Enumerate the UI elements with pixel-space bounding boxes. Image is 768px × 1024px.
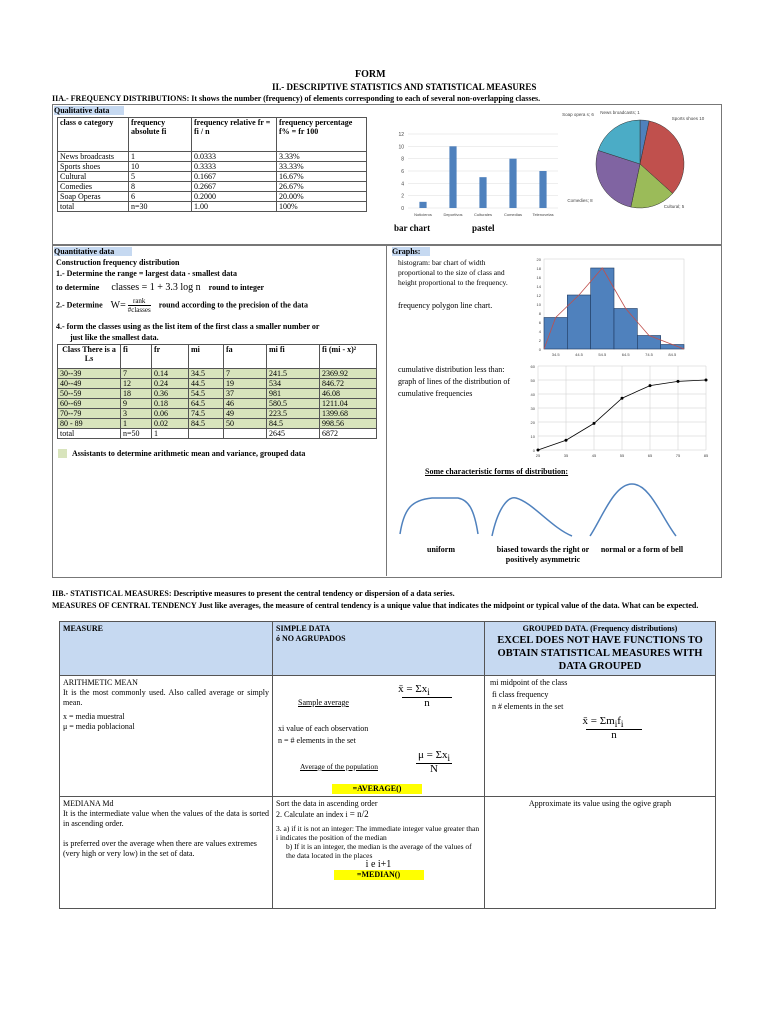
n-desc: n = # elements in the set (278, 736, 356, 745)
step2-post: round according to the precision of the data (158, 300, 308, 310)
table-row: 40--49 12 0.24 44.5 19 534 846.72 (58, 379, 377, 389)
table-row (60, 676, 716, 797)
table-row (60, 797, 716, 909)
x-tick-label: 74.5 (645, 352, 653, 357)
y-tick-label: 8 (401, 156, 404, 163)
grouped-mi: mi midpoint of the class (490, 678, 568, 687)
bar (479, 177, 486, 208)
x-tick-label: Culturales (473, 212, 493, 217)
histogram-text: histogram: bar chart of width proportional to the size of class and height proportional to the frequency. (398, 258, 508, 287)
pie-label: Cultural; 5 (663, 204, 685, 209)
bell-curve (590, 484, 676, 536)
pie-chart-label: pastel (472, 223, 495, 233)
histogram-chart (530, 255, 715, 360)
mean-simple-cell (273, 676, 485, 797)
x-tick-label: 45 (591, 453, 597, 458)
x-tick-label: Telenovelas (532, 212, 554, 217)
median-step2: 2. Calculate an index i = n/2 (276, 809, 369, 819)
y-tick-label: 18 (536, 266, 541, 271)
excel-median: =MEDIAN() (334, 870, 424, 880)
y-tick-label: 14 (536, 284, 541, 289)
quantitative-table (57, 344, 377, 439)
step2-pre: 2.- Determine (56, 300, 103, 310)
y-tick-label: 4 (538, 329, 541, 334)
table-row: 30--39 7 0.14 34.5 7 241.5 2369.92 (58, 369, 377, 379)
y-tick-label: 16 (536, 275, 541, 280)
ogive-point (593, 422, 596, 425)
mean-grouped-cell (485, 676, 716, 797)
histogram-bar (614, 309, 637, 350)
assist-note: Assistants to determine arithmetic mean and variance, grouped data (72, 449, 306, 458)
step4: 4.- form the classes using as the list item of the first class a smaller number or (56, 322, 320, 331)
assist-marker (58, 449, 67, 458)
ogive-point (565, 439, 568, 442)
construction-title: Construction frequency distribution (56, 258, 180, 267)
y-tick-label: 60 (530, 364, 535, 369)
middle-divider (386, 244, 387, 576)
median-desc: It is the intermediate value when the values of the data is sorted in ascending order. (63, 809, 269, 828)
measures-heading (52, 589, 764, 598)
sample-formula: x̄ = $\Sigma x_i$ n (376, 684, 452, 708)
section-title: II.- DESCRIPTIVE STATISTICS AND STATISTICAL MEASURES (272, 82, 537, 92)
ogive-point (677, 380, 680, 383)
table-row: total n=30 1.00 100% (58, 202, 367, 212)
skewed-curve (492, 498, 572, 536)
y-tick-label: 12 (536, 293, 541, 298)
y-tick-label: 40 (530, 392, 535, 397)
col-class: Class There is a Ls (58, 345, 121, 369)
pie-label: Comedies; 8 (567, 198, 593, 203)
col-mi: mi (189, 345, 224, 369)
freq-desc: It shows the number (frequency) of elements corresponding to each of several non-overlapping classes. (191, 94, 541, 103)
table-row: News broadcasts 1 0.0333 3.33% (58, 152, 367, 162)
form-title: FORM (355, 69, 386, 80)
col-fi: fi (121, 345, 152, 369)
bar (419, 202, 426, 208)
col-fr: fr (152, 345, 189, 369)
form-uniform: uniform (427, 545, 455, 554)
x-tick-label: 84.5 (668, 352, 677, 357)
mean-title: ARITHMETIC MEAN (63, 678, 138, 687)
median-step3a: 3. a) if it is not an integer: The immediate integer value greater than i indicates the position of the median (276, 824, 480, 842)
pie-label: Soap opera s; 6 (562, 112, 594, 117)
pie-label: News broadcasts; 1 (600, 110, 640, 115)
qualitative-table (57, 117, 367, 212)
sample-average: Sample average (298, 698, 349, 707)
y-tick-label: 30 (530, 406, 535, 411)
x-tick-label: 65 (647, 453, 653, 458)
median-places: i e i+1 (365, 859, 392, 870)
y-tick-label: 50 (530, 378, 535, 383)
step1b-pre: to determine (56, 283, 100, 292)
median-cell (60, 797, 273, 909)
classes-formula: classes = 1 + 3.3 log n (111, 282, 201, 293)
table-row: Cultural 5 0.1667 16.67% (58, 172, 367, 182)
category-bar-chart (390, 128, 560, 220)
x-tick-label: 85 (703, 453, 709, 458)
x-tick-label: 75 (675, 453, 681, 458)
x-tick-label: 54.5 (598, 352, 607, 357)
grouped-fi: fi class frequency (492, 690, 549, 699)
central-tendency: MEASURES OF CENTRAL TENDENCY Just like averages, the measure of central tendency is a unique value that indicates the midpoint or typical value of the data. What can be expected. (52, 601, 699, 610)
y-tick-label: 10 (536, 302, 541, 307)
col-var: fi (mi - x)² (320, 345, 377, 369)
grouped-n: n # elements in the set (492, 702, 564, 711)
population-average: Average of the population (300, 762, 378, 771)
y-tick-label: 10 (530, 434, 535, 439)
histogram-bar (661, 345, 684, 350)
bar-chart-label: bar chart (394, 223, 431, 233)
step4b: just like the smallest data. (70, 333, 159, 342)
median-desc2: is preferred over the average when there are values extremes (very high or very low) in the set of data. (63, 839, 257, 858)
col-fa: fa (224, 345, 267, 369)
histogram-bar (591, 268, 614, 349)
y-tick-label: 2 (538, 338, 541, 343)
x-tick-label: 44.5 (575, 352, 583, 357)
table-row: 50--59 18 0.36 54.5 37 981 46.08 (58, 389, 377, 399)
mean-mu: μ = media poblacional (63, 722, 135, 731)
mean-desc: It is the most commonly used. Also called average or simply mean. (63, 688, 269, 707)
table-row: 70--79 3 0.06 74.5 49 223.5 1399.68 (58, 409, 377, 419)
col-abs: frequency absolute fi (129, 118, 192, 152)
graphs-label: Graphs: (392, 247, 430, 256)
col-pct: frequency percentage f% = fr 100 (277, 118, 367, 152)
form-skewed: biased towards the right or positively asymmetric (496, 545, 590, 564)
x-tick-label: Comedias (503, 212, 523, 217)
x-tick-label: 25 (535, 453, 541, 458)
ogive-point (621, 397, 624, 400)
median-step1: Sort the data in ascending order (276, 799, 378, 808)
bar (509, 159, 516, 208)
y-tick-label: 0 (532, 448, 535, 453)
x-tick-label: 55 (619, 453, 625, 458)
median-grouped-cell (485, 797, 716, 909)
table-row: Soap Operas 6 0.2000 20.00% (58, 192, 367, 202)
grouped-formula: x̄ = $\Sigma m_if_i$ n (564, 716, 642, 740)
y-tick-label: 20 (536, 257, 541, 262)
y-tick-label: 10 (398, 144, 404, 151)
measures-desc: Descriptive measures to present the central tendency or dispersion of a data series. (173, 589, 455, 598)
qualitative-label: Qualitative data (54, 106, 124, 115)
median-title: MEDIANA Md (63, 799, 114, 808)
xi-desc: xi value of each observation (278, 724, 369, 733)
excel-average: =AVERAGE() (332, 784, 422, 794)
median-grouped: Approximate its value using the ogive graph (528, 799, 672, 808)
y-tick-label: 4 (401, 181, 404, 188)
median-step3b: b) If it is an integer, the median is the average of the values of the data located in the places (286, 842, 472, 860)
y-tick-label: 6 (538, 320, 541, 325)
step1: 1.- Determine the range = largest data - smallest data (56, 269, 237, 278)
quantitative-label: Quantitative data (54, 247, 132, 256)
col-class: class o category (58, 118, 129, 152)
pie-label: Sports shoes 10 (671, 116, 705, 121)
table-row: 60--69 9 0.18 64.5 46 580.5 1211.04 (58, 399, 377, 409)
bar (539, 171, 546, 208)
step1b-post: round to integer (208, 283, 265, 292)
ogive-point (537, 449, 540, 452)
step2 (56, 297, 308, 314)
population-formula: $\mu = \Sigma x_i$ N (417, 749, 451, 776)
col-grouped: GROUPED DATA. (Frequency distributions) EXCEL DOES NOT HAVE FUNCTIONS TO OBTAIN STATISTICAL MEASURES WITH DATA GROUPED (485, 622, 716, 676)
table-row: 80 - 89 1 0.02 84.5 50 84.5 998.56 (58, 419, 377, 429)
width-formula: W= rank #classes (110, 297, 151, 314)
step1b (56, 282, 264, 293)
category-pie-chart (562, 108, 718, 220)
col-measure: MEASURE (60, 622, 273, 676)
bar (449, 146, 456, 208)
y-tick-label: 20 (530, 420, 535, 425)
col-rel: frequency relative fr = fi / n (192, 118, 277, 152)
y-tick-label: 0 (401, 206, 404, 212)
distribution-shapes (392, 478, 717, 543)
measures-table (59, 621, 716, 909)
uniform-curve (400, 498, 478, 534)
table-row: Comedies 8 0.2667 26.67% (58, 182, 367, 192)
y-tick-label: 0 (538, 347, 541, 352)
ogive-chart (522, 362, 717, 462)
polygon-text: frequency polygon line chart. (398, 301, 493, 310)
y-tick-label: 12 (398, 132, 404, 138)
cumulative-text: cumulative distribution less than: graph of lines of the distribution of cumulative frequencies (398, 365, 510, 398)
form-bell: normal or a form of bell (600, 545, 684, 554)
x-tick-label: Deportivos (443, 212, 463, 217)
y-tick-label: 2 (401, 193, 404, 200)
x-tick-label: 34.5 (551, 352, 560, 357)
measures-title: IIB.- STATISTICAL MEASURES: (52, 589, 172, 598)
forms-title: Some characteristic forms of distribution: (425, 467, 569, 476)
y-tick-label: 8 (538, 311, 541, 316)
ogive-point (705, 379, 708, 382)
freq-title: IIA.- FREQUENCY DISTRIBUTIONS: (52, 94, 190, 103)
ogive-point (649, 384, 652, 387)
histogram-bar (544, 318, 567, 350)
median-simple-cell (273, 797, 485, 909)
freq-heading (52, 94, 540, 103)
x-tick-label: Noticieros (414, 212, 432, 217)
table-row: total n=50 1 2645 6872 (58, 429, 377, 439)
col-mifi: mi fi (267, 345, 320, 369)
table-row: Sports shoes 10 0.3333 33.33% (58, 162, 367, 172)
y-tick-label: 6 (401, 169, 404, 175)
mean-x: x = media muestral (63, 712, 125, 721)
histogram-bar (637, 336, 660, 350)
x-tick-label: 64.5 (621, 352, 630, 357)
mean-cell (60, 676, 273, 797)
x-tick-label: 35 (563, 453, 569, 458)
col-simple: SIMPLE DATA ó NO AGRUPADOS (273, 622, 485, 676)
